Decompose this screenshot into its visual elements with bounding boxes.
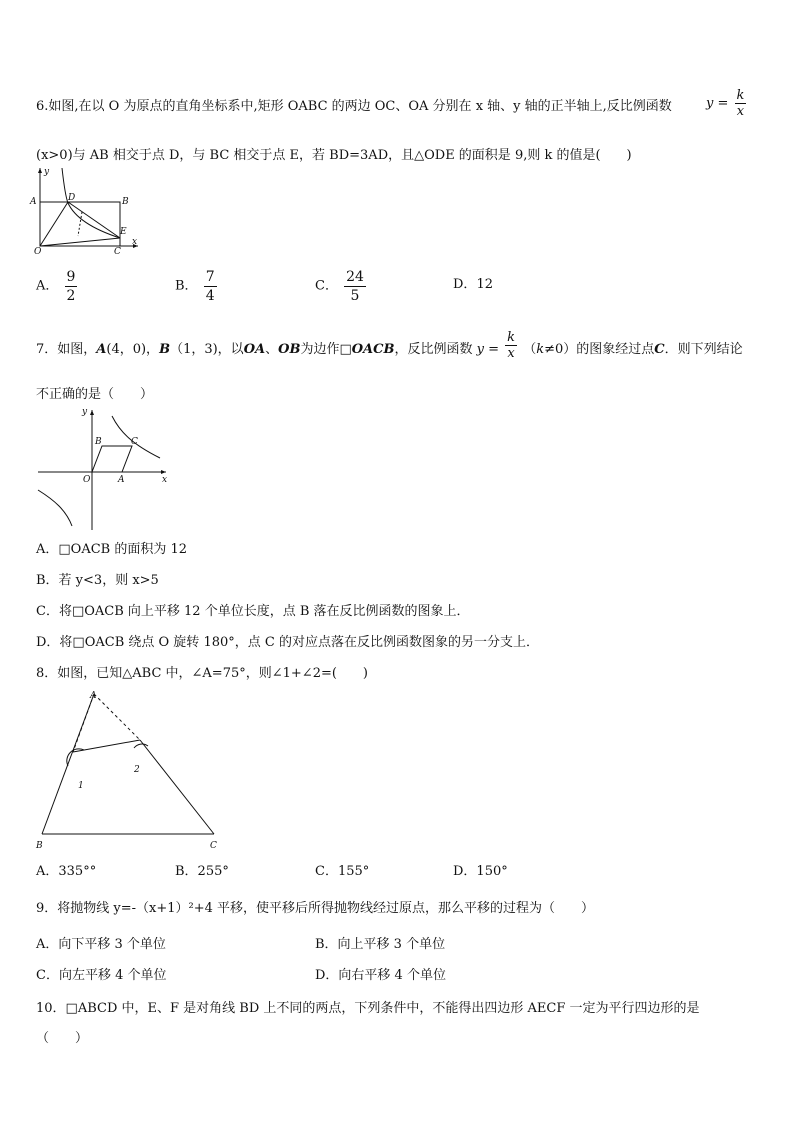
q7-option-d[interactable]: D．将□OACB 绕点 O 旋转 180°，点 C 的对应点落在反比例函数图象的另一分支上． <box>36 635 539 650</box>
q6-label-a: A <box>30 197 37 207</box>
q6-label-b: B <box>122 197 129 207</box>
q7-option-a[interactable]: A．□OACB 的面积为 12 <box>36 542 188 557</box>
q7-option-b[interactable]: B．若 y<3，则 x>5 <box>36 573 159 588</box>
q6-stem-text: 6.如图,在以 O 为原点的直角坐标系中,矩形 OABC 的两边 OC、OA 分别在 x 轴、y 轴的正半轴上,反比例函数 <box>36 99 672 114</box>
q9-option-b[interactable]: B．向上平移 3 个单位 <box>315 937 446 952</box>
q7-label-b: B <box>95 437 102 447</box>
q9-option-a[interactable]: A．向下平移 3 个单位 <box>36 937 166 952</box>
q6-figure <box>30 166 154 257</box>
q6-label-c: C <box>114 247 121 257</box>
q8-option-b[interactable]: B．255° <box>175 864 229 879</box>
q7-stem-line1: 7．如图，A(4，0)，B（1，3)，以OA、OB为边作□OACB，反比例函数 y = $\frac{k}{x}$ （k≠0）的图象经过点C．则下列结论 <box>36 330 743 361</box>
q7-func-y: y = <box>476 342 500 357</box>
q7-label-c: C <box>131 437 138 447</box>
q7-label-x: x <box>162 475 168 485</box>
q7-func-fraction: $\frac{k}{x}$ <box>507 330 516 361</box>
q6-option-d[interactable]: D．12 <box>453 277 493 292</box>
q6-stem-line2: (x>0)与 AB 相交于点 D，与 BC 相交于点 E，若 BD=3AD，且△ODE 的面积是 9,则 k 的值是( ) <box>36 148 632 163</box>
q8-label-c: C <box>210 841 217 851</box>
q7-figure <box>36 406 176 531</box>
q6-option-c[interactable]: C． $\frac{24}{5}$ <box>315 269 364 304</box>
q8-option-d[interactable]: D．150° <box>453 864 508 879</box>
q6-stem-line1 <box>36 98 672 116</box>
q6-func-fraction: $\frac{k}{x}$ <box>736 88 745 119</box>
q10-stem-line1: 10．□ABCD 中，E、F 是对角线 BD 上不同的两点，下列条件中，不能得出四边形 AECF 一定为平行四边形的是 <box>36 1001 700 1016</box>
q8-option-c[interactable]: C．155° <box>315 864 370 879</box>
q9-option-d[interactable]: D．向右平移 4 个单位 <box>315 968 446 983</box>
q6-label-x: x <box>132 237 138 247</box>
q7-label-y: y <box>82 407 88 417</box>
q8-label-angle-2: 2 <box>134 765 140 775</box>
q6-label-y: y <box>44 167 50 177</box>
q6-label-o: O <box>34 247 42 257</box>
q7-label-o: O <box>83 475 91 485</box>
q6-label-d: D <box>68 193 76 203</box>
q10-stem-line2: （ ） <box>36 1031 89 1046</box>
q6-function <box>706 88 748 119</box>
q8-label-angle-1: 1 <box>78 781 84 791</box>
q8-label-b: B <box>36 841 43 851</box>
q8-option-a[interactable]: A．335°° <box>36 864 97 879</box>
q8-stem: 8．如图，已知△ABC 中，∠A=75°，则∠1+∠2=( ) <box>36 666 369 681</box>
q7-option-c[interactable]: C．将□OACB 向上平移 12 个单位长度，点 B 落在反比例函数的图象上． <box>36 604 470 619</box>
q7-label-a: A <box>118 475 125 485</box>
q6-func-y: y = <box>706 96 729 111</box>
q6-option-b[interactable]: B． $\frac{7}{4}$ <box>175 269 215 304</box>
q9-stem: 9．将抛物线 y=-（x+1）²+4 平移，使平移后所得抛物线经过原点，那么平移的过程为（ ） <box>36 901 595 916</box>
q7-stem-line2: 不正确的是（ ） <box>36 387 154 402</box>
q9-option-c[interactable]: C．向左平移 4 个单位 <box>36 968 167 983</box>
q6-label-e: E <box>120 227 127 237</box>
q6-option-a[interactable]: A． $\frac{9}{2}$ <box>36 269 76 304</box>
q8-label-a: A <box>90 691 97 701</box>
q8-figure <box>36 688 236 853</box>
